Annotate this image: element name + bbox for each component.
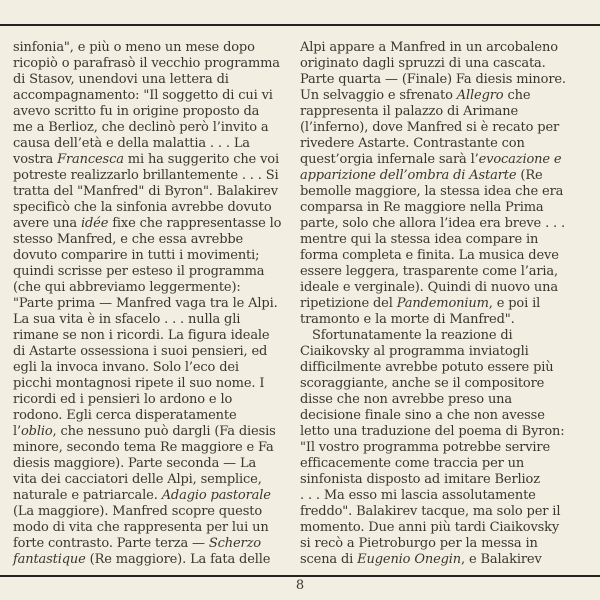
text-run: quest’orgia infernale sarà l’	[300, 152, 479, 167]
text-run: di Astarte ossessiona i suoi pensieri, ed	[13, 344, 268, 359]
text-line	[13, 312, 298, 328]
text-line	[300, 488, 589, 504]
italic-text-run: Eugenio Onegin	[357, 552, 462, 567]
text-line	[13, 456, 298, 472]
text-run: Sfortunatamente la reazione di	[300, 328, 513, 343]
page-number: 8	[295, 578, 305, 593]
text-run: specificò che la sinfonia avrebbe dovuto	[13, 200, 272, 215]
text-run: La sua vita è in sfacelo . . . nulla gli	[13, 312, 241, 327]
text-run: tramonto e la morte di Manfred".	[300, 312, 515, 327]
text-run: Ciaikovsky al programma inviatogli	[300, 344, 529, 359]
text-line	[13, 472, 298, 488]
text-run: (l’inferno), dove Manfred si è recato per	[300, 120, 560, 135]
text-run: sinfonista disposto ad imitare Berlioz	[300, 472, 540, 487]
text-line	[300, 536, 589, 552]
text-run: , e Balakirev	[461, 552, 542, 567]
text-run: parte, solo che allora l’idea era breve . . .	[300, 216, 565, 231]
text-line	[300, 296, 589, 312]
bottom-rule	[0, 575, 600, 577]
text-line	[13, 440, 298, 456]
text-run: rodono. Egli cerca disperatamente	[13, 408, 237, 423]
text-line	[13, 280, 298, 296]
text-run: ricopiò o parafrasò il vecchio programma	[13, 56, 280, 71]
text-line	[300, 520, 589, 536]
text-line	[13, 520, 298, 536]
text-line	[300, 88, 589, 104]
text-run: rimane se non i ricordi. La figura ideale	[13, 328, 270, 343]
text-run: vostra	[13, 152, 58, 167]
text-line	[13, 232, 298, 248]
text-run: mi ha suggerito che voi	[123, 152, 279, 167]
text-column-right	[300, 40, 589, 568]
text-run: letto una traduzione del poema di Byron:	[300, 424, 565, 439]
text-run: me a Berlioz, che declinò però l’invito a	[13, 120, 269, 135]
text-line	[13, 552, 298, 568]
italic-text-run: oblio	[21, 424, 53, 439]
text-run: potreste realizzarlo brillantemente . . . Si	[13, 168, 279, 183]
text-run: di Stasov, unendovi una lettera di	[13, 72, 229, 87]
text-line	[300, 152, 589, 168]
text-run: naturale e patriarcale.	[13, 488, 162, 503]
text-run: disse che non avrebbe preso una	[300, 392, 513, 407]
text-run: originato dagli spruzzi di una cascata.	[300, 56, 546, 71]
text-line	[13, 120, 298, 136]
text-run: tratta del "Manfred" di Byron". Balakirev	[13, 184, 278, 199]
text-line	[13, 200, 298, 216]
text-line	[13, 424, 298, 440]
text-line	[300, 456, 589, 472]
text-run: "Parte prima — Manfred vaga tra le Alpi.	[13, 296, 278, 311]
text-line	[300, 216, 589, 232]
text-line	[300, 72, 589, 88]
text-line	[300, 344, 589, 360]
text-run: (Re maggiore). La fata delle	[85, 552, 271, 567]
text-run: scena di	[300, 552, 358, 567]
text-line	[300, 472, 589, 488]
text-line	[300, 232, 589, 248]
text-line	[300, 56, 589, 72]
text-run: (che qui abbreviamo leggermente):	[13, 280, 241, 295]
text-line	[13, 104, 298, 120]
text-line	[300, 328, 589, 344]
text-run: . . . Ma esso mi lascia assolutamente	[300, 488, 536, 503]
text-line	[300, 136, 589, 152]
text-line	[13, 88, 298, 104]
text-run: accompagnamento: "Il soggetto di cui vi	[13, 88, 273, 103]
italic-text-run: idée	[80, 216, 109, 231]
text-line	[300, 392, 589, 408]
text-run: (Re	[516, 168, 543, 183]
italic-text-run: Adagio pastorale	[161, 488, 271, 503]
text-run: mentre qui la stessa idea compare in	[300, 232, 539, 247]
text-run: minore, secondo tema Re maggiore e Fa	[13, 440, 274, 455]
text-run: Parte quarta — (Finale) Fa diesis minore.	[300, 72, 566, 87]
text-run: scoraggiante, anche se il compositore	[300, 376, 545, 391]
text-run: (La maggiore). Manfred scopre questo	[13, 504, 262, 519]
text-line	[13, 136, 298, 152]
text-run: Alpi appare a Manfred in un arcobaleno	[300, 40, 558, 55]
text-run: che	[503, 88, 531, 103]
text-line	[300, 120, 589, 136]
text-run: comparsa in Re maggiore nella Prima	[300, 200, 544, 215]
text-run: egli la invoca invano. Solo l’eco dei	[13, 360, 239, 375]
text-run: momento. Due anni più tardi Ciaikovsky	[300, 520, 560, 535]
text-run: quindi scrisse per esteso il programma	[13, 264, 265, 279]
text-line	[13, 488, 298, 504]
text-line	[300, 248, 589, 264]
text-line	[13, 536, 298, 552]
text-line	[300, 184, 589, 200]
text-line	[13, 408, 298, 424]
text-run: sinfonia", e più o meno un mese dopo	[13, 40, 255, 55]
text-run: vita dei cacciatori delle Alpi, semplice,	[13, 472, 262, 487]
text-line	[300, 376, 589, 392]
text-line	[13, 328, 298, 344]
text-line	[300, 40, 589, 56]
text-line	[13, 376, 298, 392]
text-line	[13, 248, 298, 264]
italic-text-run: fantastique	[13, 552, 86, 567]
text-run: Un selvaggio e sfrenato	[300, 88, 457, 103]
text-run: modo di vita che rappresenta per lui un	[13, 520, 269, 535]
italic-text-run: Francesca	[57, 152, 124, 167]
text-line	[13, 344, 298, 360]
text-run: avevo scritto fu in origine proposto da	[13, 104, 260, 119]
text-run: dovuto comparire in tutti i movimenti;	[13, 248, 260, 263]
text-line	[300, 408, 589, 424]
text-run: rivedere Astarte. Contrastante con	[300, 136, 525, 151]
text-line	[300, 360, 589, 376]
text-line	[13, 216, 298, 232]
text-line	[13, 72, 298, 88]
text-run: l’	[13, 424, 21, 439]
text-line	[300, 104, 589, 120]
text-line	[13, 168, 298, 184]
text-line	[300, 504, 589, 520]
text-line	[300, 552, 589, 568]
text-line	[300, 168, 589, 184]
italic-text-run: Allegro	[456, 88, 504, 103]
text-line	[13, 504, 298, 520]
text-run: stesso Manfred, e che essa avrebbe	[13, 232, 244, 247]
italic-text-run: Scherzo	[208, 536, 261, 551]
text-run: ideale e verginale). Quindi di nuovo una	[300, 280, 558, 295]
italic-text-run: evocazione e	[478, 152, 562, 167]
top-rule	[0, 24, 600, 26]
text-run: , e poi il	[488, 296, 541, 311]
italic-text-run: Pandemonium	[396, 296, 489, 311]
text-run: decisione finale sino a che non avesse	[300, 408, 545, 423]
text-run: difficilmente avrebbe potuto essere più	[300, 360, 554, 375]
text-line	[13, 152, 298, 168]
text-run: ricordi ed i pensieri lo ardono e lo	[13, 392, 233, 407]
text-run: freddo". Balakirev tacque, ma solo per il	[300, 504, 561, 519]
text-run: picchi montagnosi ripete il suo nome. I	[13, 376, 265, 391]
text-line	[13, 360, 298, 376]
text-line	[300, 312, 589, 328]
italic-text-run: apparizione dell’ombra di Astarte	[300, 168, 517, 183]
text-line	[300, 264, 589, 280]
text-run: efficacemente come traccia per un	[300, 456, 525, 471]
text-run: ripetizione del	[300, 296, 397, 311]
text-line	[13, 184, 298, 200]
text-line	[13, 40, 298, 56]
text-column-left	[13, 40, 298, 568]
text-run: causa dell’età e della malattia . . . La	[13, 136, 250, 151]
text-run: bemolle maggiore, la stessa idea che era	[300, 184, 564, 199]
text-run: avere una	[13, 216, 81, 231]
text-line	[13, 296, 298, 312]
text-run: forte contrasto. Parte terza —	[13, 536, 209, 551]
text-run: rappresenta il palazzo di Arimane	[300, 104, 519, 119]
text-run: forma completa e finita. La musica deve	[300, 248, 559, 263]
text-run: , che nessuno può dargli (Fa diesis	[52, 424, 276, 439]
text-line	[13, 264, 298, 280]
text-run: diesis maggiore). Parte seconda — La	[13, 456, 257, 471]
text-line	[300, 280, 589, 296]
text-run: essere leggera, trasparente come l’aria,	[300, 264, 559, 279]
text-run: "Il vostro programma potrebbe servire	[300, 440, 551, 455]
text-line	[13, 56, 298, 72]
text-line	[300, 200, 589, 216]
text-run: si recò a Pietroburgo per la messa in	[300, 536, 538, 551]
text-line	[300, 424, 589, 440]
text-line	[300, 440, 589, 456]
text-line	[13, 392, 298, 408]
text-run: fixe che rappresentasse lo	[108, 216, 282, 231]
